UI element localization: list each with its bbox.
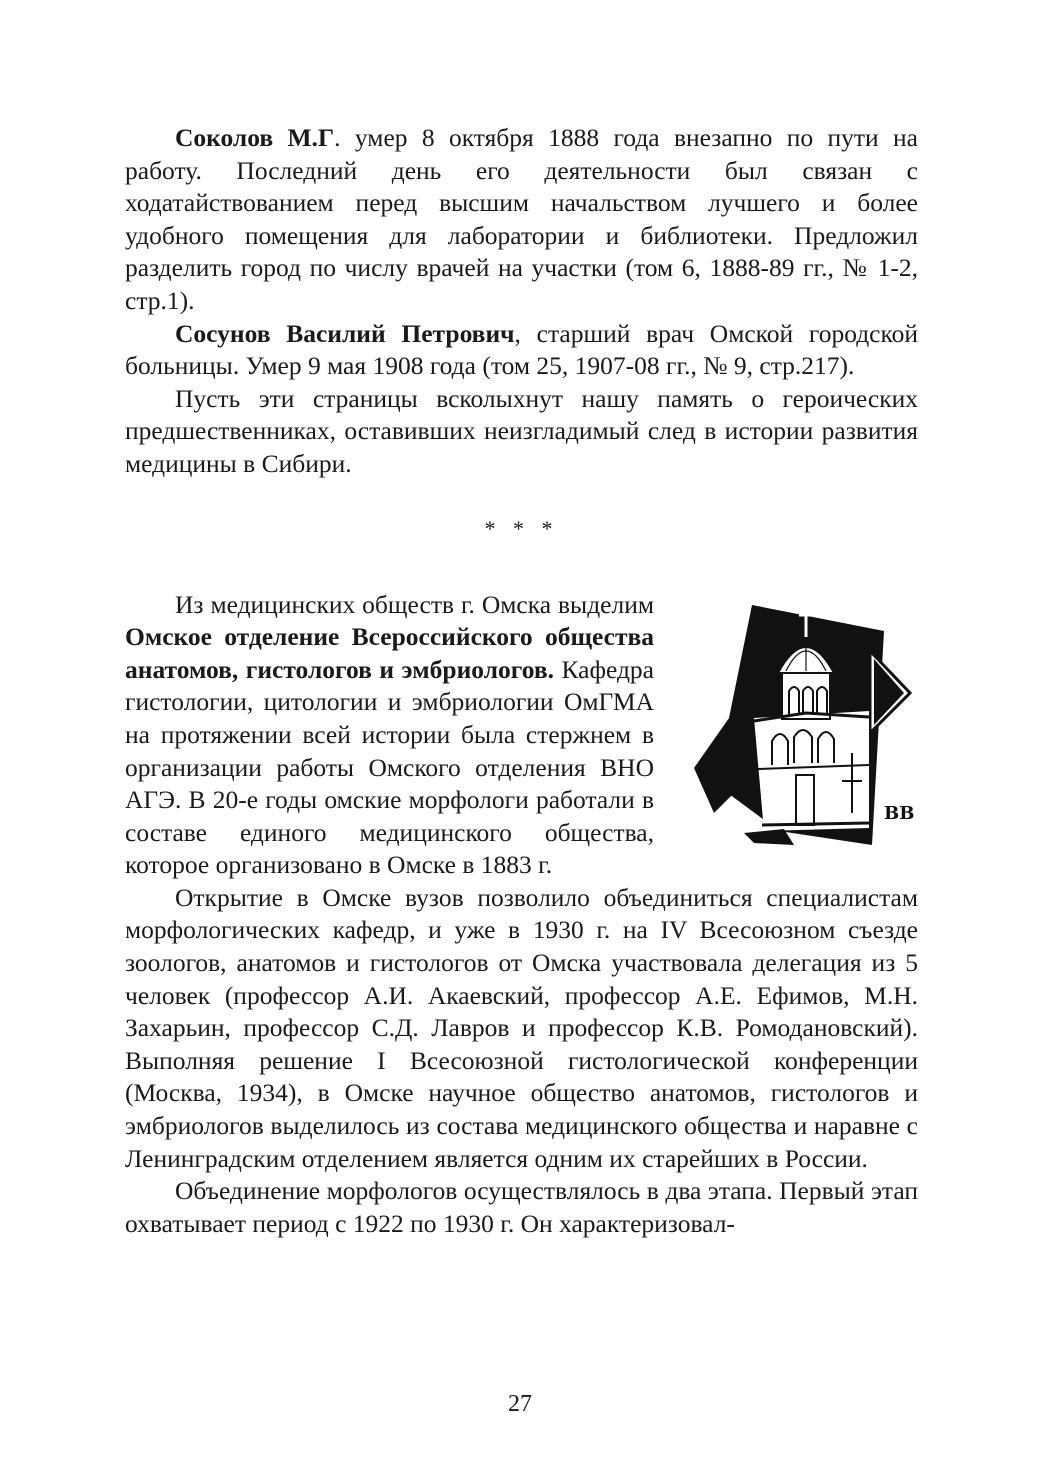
monogram-text: ВВ: [884, 802, 915, 824]
page-body: [125, 122, 918, 1240]
church-emblem-icon: [674, 593, 924, 853]
paragraph-memory: Пусть эти страницы всколыхнут нашу память о героических предшественниках, оставивших неизгладимый след в истории развития медицины в Сибири.: [125, 383, 918, 478]
society-section: [125, 589, 918, 882]
paragraph-sokolov-text: . умер 8 октября 1888 года внезапно по пути на работу. Последний день его деятельности был связан с ходатайствованием перед высшим начальством лучшего и более удобного помещения для лаборатории и библиотеки. Предложил разделить город по числу врачей на участки (том 6, 1888-89 гг., № 1-2, стр.1).: [125, 123, 918, 315]
paragraph-sosunov: [125, 318, 918, 383]
paragraph-society-text: Кафедра гистологии, цитологии и эмбриологии ОмГМА на протяжении всей истории была стержнем в организации работы Омского отделения ВНО АГЭ. В 20-е годы омские морфологи работали в составе единого медицинского общества, которое организовано в Омске в 1883 г.: [125, 654, 654, 880]
paragraph-sosunov-text: , старший врач Омской городской больницы. Умер 9 мая 1908 года (том 25, 1907-08 гг., № 9, стр.217).: [125, 318, 918, 381]
paragraph-society-intro: Из медицинских обществ г. Омска выделим: [175, 589, 654, 619]
paragraph-history: Открытие в Омске вузов позволило объединиться специалистам морфологических кафедр, и уже в 1930 г. на IV Всесоюзном съезде зоологов, анатомов и гистологов от Омска участвовала делегация из 5 человек (профессор А.И. Акаевский, профессор А.Е. Ефимов, М.Н. Захарьин, профессор С.Д. Лавров и профессор К.В. Ромодановский). Выполняя решение I Всесоюзной гистологической конференции (Москва, 1934), в Омске научное общество анатомов, гистологов и эмбриологов выделилось из состава медицинского общества и наравне с Ленинградским отделением является одним их старейших в России.: [125, 882, 918, 1173]
paragraph-sokolov: [125, 122, 918, 318]
name-sokolov: Соколов М.Г: [175, 123, 335, 152]
paragraph-stages: Объединение морфологов осуществлялось в два этапа. Первый этап охватывает период с 1922 по 1930 г. Он характеризовал-: [125, 1176, 918, 1238]
name-sosunov: Сосунов Василий Петрович: [175, 318, 515, 348]
page-number: 27: [508, 1391, 532, 1417]
section-separator: * * *: [484, 515, 559, 541]
society-name: Омское отделение Всероссийского общества анатомов, гистологов и эмбриологов.: [125, 622, 654, 684]
